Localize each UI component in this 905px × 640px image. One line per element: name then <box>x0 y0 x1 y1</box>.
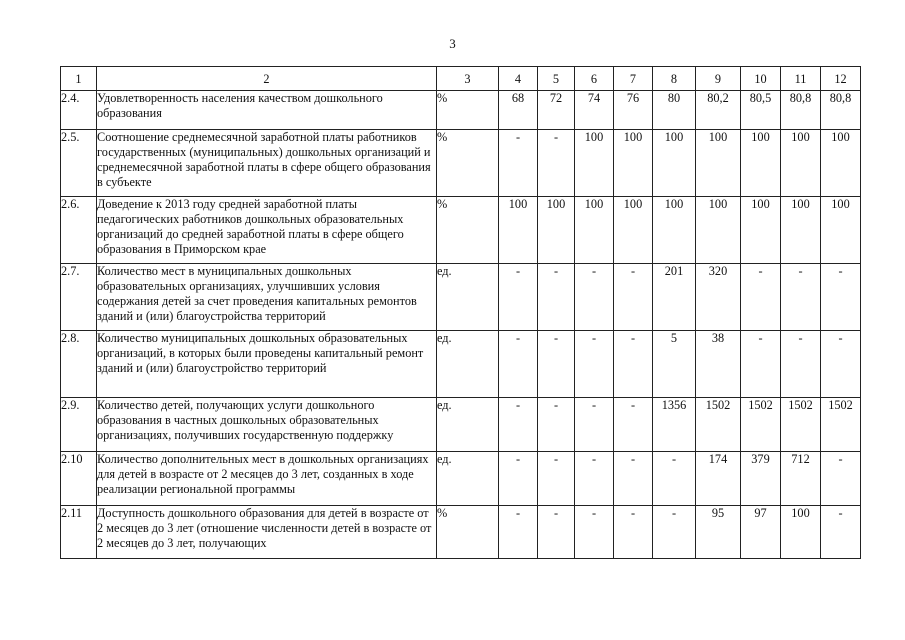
value-cell: 100 <box>614 197 653 264</box>
unit-cell: % <box>437 197 499 264</box>
value-cell: - <box>653 452 696 506</box>
value-cell: - <box>653 506 696 559</box>
column-header-6: 6 <box>575 67 614 91</box>
value-cell: - <box>821 452 861 506</box>
value-cell: - <box>499 452 538 506</box>
value-cell: - <box>538 130 575 197</box>
value-cell: 100 <box>781 197 821 264</box>
table-row <box>61 331 861 398</box>
indicator-name: Соотношение среднемесячной заработной платы работников государственных (муниципальных) дошкольных организаций и среднемесячной заработной платы в сфере общего образования в субъекте <box>97 130 437 197</box>
value-cell: - <box>614 506 653 559</box>
row-number: 2.7. <box>61 264 97 331</box>
value-cell: 80,8 <box>781 91 821 130</box>
indicator-name: Количество детей, получающих услуги дошкольного образования в частных дошкольных образовательных организациях, получивших государственную поддержку <box>97 398 437 452</box>
value-cell: 80,8 <box>821 91 861 130</box>
value-cell: - <box>499 130 538 197</box>
column-header-7: 7 <box>614 67 653 91</box>
value-cell: - <box>821 506 861 559</box>
unit-cell: % <box>437 130 499 197</box>
value-cell: - <box>614 331 653 398</box>
value-cell: 68 <box>499 91 538 130</box>
row-number: 2.8. <box>61 331 97 398</box>
value-cell: 76 <box>614 91 653 130</box>
column-header-4: 4 <box>499 67 538 91</box>
value-cell: 1502 <box>821 398 861 452</box>
column-header-5: 5 <box>538 67 575 91</box>
value-cell: - <box>614 264 653 331</box>
column-header-3: 3 <box>437 67 499 91</box>
value-cell: 100 <box>696 130 741 197</box>
value-cell: 100 <box>653 130 696 197</box>
row-number: 2.4. <box>61 91 97 130</box>
value-cell: - <box>538 398 575 452</box>
page-number: 3 <box>449 36 456 51</box>
value-cell: 95 <box>696 506 741 559</box>
value-cell: 379 <box>741 452 781 506</box>
table-row <box>61 91 861 130</box>
value-cell: 5 <box>653 331 696 398</box>
value-cell: 1502 <box>781 398 821 452</box>
value-cell: 80,5 <box>741 91 781 130</box>
value-cell: 38 <box>696 331 741 398</box>
value-cell: - <box>781 264 821 331</box>
column-header-11: 11 <box>781 67 821 91</box>
indicators-table <box>60 66 861 559</box>
value-cell: - <box>821 264 861 331</box>
row-number: 2.11 <box>61 506 97 559</box>
table-row <box>61 130 861 197</box>
value-cell: - <box>499 398 538 452</box>
row-number: 2.10 <box>61 452 97 506</box>
table-header-row <box>61 67 861 91</box>
value-cell: - <box>538 331 575 398</box>
unit-cell: ед. <box>437 452 499 506</box>
value-cell: 100 <box>821 197 861 264</box>
column-header-2: 2 <box>97 67 437 91</box>
table-row <box>61 197 861 264</box>
value-cell: 100 <box>538 197 575 264</box>
unit-cell: ед. <box>437 331 499 398</box>
value-cell: 100 <box>499 197 538 264</box>
value-cell: 100 <box>575 197 614 264</box>
column-header-1: 1 <box>61 67 97 91</box>
value-cell: 80,2 <box>696 91 741 130</box>
value-cell: - <box>781 331 821 398</box>
value-cell: 97 <box>741 506 781 559</box>
row-number: 2.6. <box>61 197 97 264</box>
value-cell: 100 <box>653 197 696 264</box>
value-cell: 80 <box>653 91 696 130</box>
value-cell: - <box>575 506 614 559</box>
table-row <box>61 506 861 559</box>
value-cell: 201 <box>653 264 696 331</box>
indicator-name: Количество муниципальных дошкольных образовательных организаций, в которых были проведены капитальный ремонт зданий и (или) благоустройство территорий <box>97 331 437 398</box>
value-cell: 72 <box>538 91 575 130</box>
indicator-name: Доведение к 2013 году средней заработной платы педагогических работников дошкольных образовательных организаций до средней заработной платы в сфере общего образования в Приморском крае <box>97 197 437 264</box>
value-cell: 1356 <box>653 398 696 452</box>
value-cell: 320 <box>696 264 741 331</box>
value-cell: - <box>499 331 538 398</box>
row-number: 2.9. <box>61 398 97 452</box>
value-cell: 74 <box>575 91 614 130</box>
column-header-8: 8 <box>653 67 696 91</box>
value-cell: 100 <box>741 130 781 197</box>
value-cell: - <box>821 331 861 398</box>
indicator-name: Удовлетворенность населения качеством дошкольного образования <box>97 91 437 130</box>
unit-cell: ед. <box>437 264 499 331</box>
value-cell: - <box>575 398 614 452</box>
value-cell: 100 <box>741 197 781 264</box>
column-header-12: 12 <box>821 67 861 91</box>
value-cell: 100 <box>781 130 821 197</box>
unit-cell: % <box>437 91 499 130</box>
value-cell: 1502 <box>741 398 781 452</box>
value-cell: - <box>538 264 575 331</box>
value-cell: 1502 <box>696 398 741 452</box>
value-cell: - <box>575 331 614 398</box>
unit-cell: % <box>437 506 499 559</box>
value-cell: - <box>499 506 538 559</box>
value-cell: - <box>614 398 653 452</box>
value-cell: 100 <box>575 130 614 197</box>
value-cell: - <box>741 264 781 331</box>
value-cell: 100 <box>614 130 653 197</box>
value-cell: - <box>538 452 575 506</box>
value-cell: 100 <box>781 506 821 559</box>
table-row <box>61 398 861 452</box>
table-row <box>61 264 861 331</box>
indicator-name: Количество дополнительных мест в дошкольных организациях для детей в возрасте от 2 месяцев до 3 лет, созданных в ходе реализации региональной программы <box>97 452 437 506</box>
column-header-10: 10 <box>741 67 781 91</box>
value-cell: 100 <box>821 130 861 197</box>
value-cell: - <box>741 331 781 398</box>
value-cell: 100 <box>696 197 741 264</box>
value-cell: 712 <box>781 452 821 506</box>
value-cell: 174 <box>696 452 741 506</box>
value-cell: - <box>575 264 614 331</box>
value-cell: - <box>575 452 614 506</box>
indicator-name: Количество мест в муниципальных дошкольных образовательных организациях, улучшивших условия содержания детей за счет проведения капитальных ремонтов зданий и (или) благоустройства территорий <box>97 264 437 331</box>
value-cell: - <box>499 264 538 331</box>
unit-cell: ед. <box>437 398 499 452</box>
table-row <box>61 452 861 506</box>
row-number: 2.5. <box>61 130 97 197</box>
value-cell: - <box>614 452 653 506</box>
column-header-9: 9 <box>696 67 741 91</box>
value-cell: - <box>538 506 575 559</box>
indicator-name: Доступность дошкольного образования для детей в возрасте от 2 месяцев до 3 лет (отношение численности детей в возрасте от 2 месяцев до 3 лет, получающих <box>97 506 437 559</box>
